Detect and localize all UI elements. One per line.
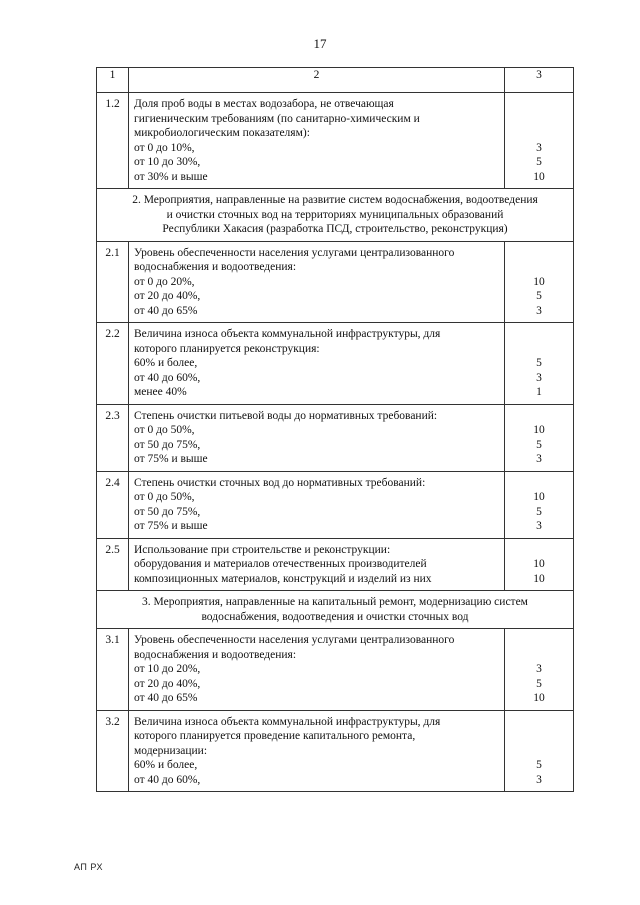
points-value: 5 [536, 438, 542, 451]
criterion-option: 60% и более, [134, 357, 198, 369]
table-row [97, 471, 574, 538]
criterion-option: от 10 до 30%, [134, 156, 201, 168]
row-points [505, 471, 574, 538]
row-description [129, 323, 505, 405]
criterion-option: от 75% и выше [134, 520, 208, 532]
criterion-option: от 0 до 50%, [134, 491, 195, 503]
points-value: 3 [536, 520, 542, 532]
row-number: 2.5 [97, 538, 129, 591]
table-row [97, 629, 574, 711]
footer-mark: АП РХ [74, 862, 103, 872]
points-value: 3 [536, 663, 542, 675]
criterion-option: от 40 до 60%, [134, 773, 201, 786]
section-heading-line: Республики Хакасия (разработка ПСД, строительство, реконструкция) [162, 223, 508, 235]
row-description [129, 710, 505, 792]
criterion-option: от 10 до 20%, [134, 663, 201, 675]
criterion-option: от 40 до 65% [134, 692, 198, 704]
criterion-option: менее 40% [134, 386, 187, 398]
criterion-option: от 50 до 75%, [134, 438, 201, 451]
criterion-option: от 20 до 40%, [134, 677, 201, 690]
section-heading [97, 189, 574, 242]
table-row [97, 323, 574, 405]
points-value: 10 [533, 491, 545, 503]
criterion-title-line: гигиеническим требованиям (по санитарно-химическим и [134, 112, 420, 125]
header-col-3: 3 [505, 68, 574, 93]
criterion-title-line: Использование при строительстве и реконструкции: [134, 543, 391, 556]
row-points [505, 404, 574, 471]
points-value: 10 [533, 170, 545, 183]
criterion-option: от 20 до 40%, [134, 290, 201, 302]
points-value: 5 [536, 290, 542, 302]
row-number: 3.2 [97, 710, 129, 792]
row-number: 3.1 [97, 629, 129, 711]
criterion-option: от 75% и выше [134, 453, 208, 465]
row-description [129, 538, 505, 591]
criterion-title-line: Величина износа объекта коммунальной инфраструктуры, для [134, 715, 441, 728]
row-points [505, 323, 574, 405]
criterion-option: от 0 до 20%, [134, 275, 195, 288]
criterion-option: от 50 до 75%, [134, 505, 201, 518]
points-value: 10 [533, 275, 545, 288]
points-value: 5 [536, 759, 542, 771]
criterion-option: от 40 до 60%, [134, 371, 201, 384]
table-row [97, 241, 574, 323]
criterion-title-line: которого планируется проведение капитального ремонта, [134, 730, 416, 742]
section-heading-row [97, 591, 574, 629]
section-heading-line: 2. Мероприятия, направленные на развитие систем водоснабжения, водоотведения [132, 194, 538, 206]
page-number: 17 [313, 36, 327, 51]
criterion-title-line: Степень очистки питьевой воды до нормативных требований: [134, 409, 438, 422]
row-description [129, 629, 505, 711]
row-number: 2.4 [97, 471, 129, 538]
criterion-title-line: водоснабжения и водоотведения: [134, 261, 297, 273]
criterion-title-line: микробиологическим показателям): [134, 127, 310, 139]
criterion-title-line: которого планируется реконструкция: [134, 342, 320, 355]
row-points [505, 710, 574, 792]
points-value: 3 [536, 304, 542, 317]
criterion-option: от 0 до 50%, [134, 424, 195, 436]
table-row [97, 93, 574, 189]
criterion-title-line: водоснабжения и водоотведения: [134, 648, 297, 661]
header-col-2: 2 [129, 68, 505, 93]
points-value: 10 [533, 572, 545, 585]
criterion-option: оборудования и материалов отечественных производителей [134, 558, 427, 570]
table-row [97, 538, 574, 591]
table-row [97, 710, 574, 792]
criterion-title-line: модернизации: [134, 744, 208, 757]
row-number: 2.2 [97, 323, 129, 405]
criterion-title-line: Величина износа объекта коммунальной инфраструктуры, для [134, 328, 441, 340]
points-value: 10 [533, 692, 545, 704]
row-description [129, 404, 505, 471]
points-value: 10 [533, 558, 545, 570]
points-value: 10 [533, 424, 545, 436]
row-points [505, 538, 574, 591]
points-value: 5 [536, 156, 542, 168]
criterion-title-line: Доля проб воды в местах водозабора, не отвечающая [134, 98, 394, 110]
criterion-title-line: Уровень обеспеченности населения услугами централизованного [134, 246, 455, 259]
row-description [129, 241, 505, 323]
points-value: 5 [536, 677, 542, 690]
criterion-title-line: Степень очистки сточных вод до нормативных требований: [134, 476, 426, 489]
table-row [97, 404, 574, 471]
table-header-row [97, 68, 574, 93]
row-description [129, 471, 505, 538]
section-heading-row [97, 189, 574, 242]
row-points [505, 629, 574, 711]
section-heading [97, 591, 574, 629]
row-number: 2.3 [97, 404, 129, 471]
criteria-table [96, 67, 574, 792]
criterion-option: композиционных материалов, конструкций и изделий из них [134, 572, 432, 585]
section-heading-line: и очистки сточных вод на территориях муниципальных образований [166, 208, 504, 221]
points-value: 3 [536, 773, 542, 786]
section-heading-line: водоснабжения, водоотведения и очистки сточных вод [201, 610, 469, 623]
points-value: 3 [536, 371, 542, 384]
row-number: 1.2 [97, 93, 129, 189]
points-value: 1 [536, 386, 542, 398]
section-heading-line: 3. Мероприятия, направленные на капитальный ремонт, модернизацию систем [142, 596, 528, 608]
points-value: 5 [536, 357, 542, 369]
row-description [129, 93, 505, 189]
row-number: 2.1 [97, 241, 129, 323]
row-points [505, 241, 574, 323]
points-value: 5 [536, 505, 542, 518]
criterion-option: от 30% и выше [134, 170, 208, 183]
points-value: 3 [536, 141, 542, 154]
points-value: 3 [536, 453, 542, 465]
criterion-option: 60% и более, [134, 759, 198, 771]
row-points [505, 93, 574, 189]
criterion-option: от 0 до 10%, [134, 141, 195, 154]
criterion-title-line: Уровень обеспеченности населения услугами централизованного [134, 634, 455, 646]
header-col-1: 1 [97, 68, 129, 93]
criterion-option: от 40 до 65% [134, 304, 198, 317]
